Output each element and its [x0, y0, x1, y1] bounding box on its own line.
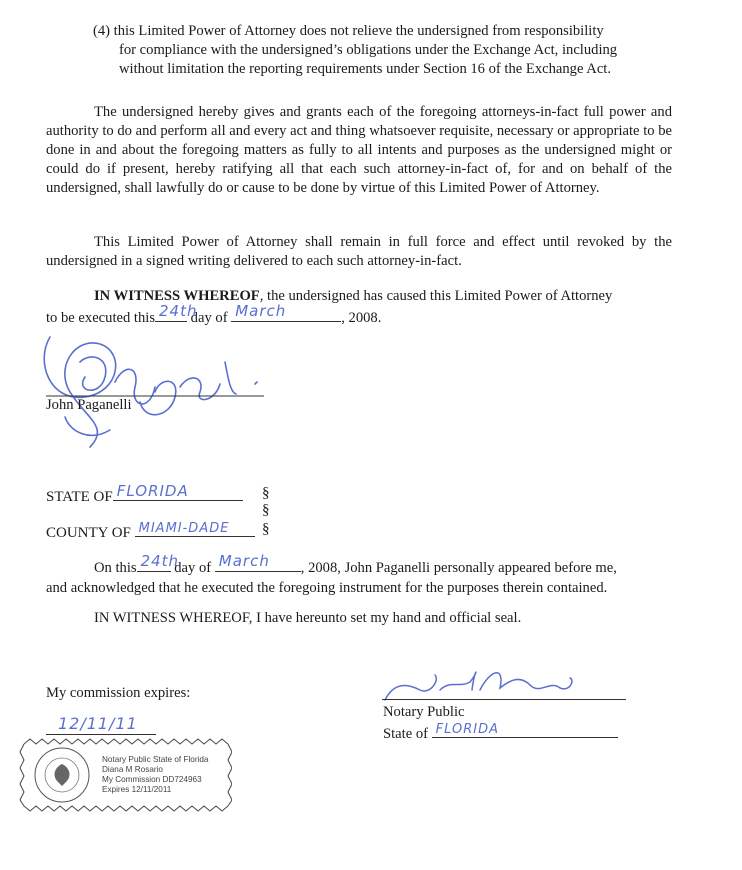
- ack-month-handwritten: March: [218, 552, 270, 570]
- notary-state-label: State of: [383, 726, 428, 742]
- witness-month-handwritten: March: [235, 302, 287, 320]
- clause-4-line-3: without limitation the reporting requirements under Section 16 of the Exchange Act.: [119, 61, 612, 77]
- notary-state-field: [432, 722, 618, 738]
- ack-part-a: On this: [94, 560, 137, 576]
- section-mark-3: §: [262, 521, 270, 537]
- state-label: STATE OF: [46, 489, 113, 505]
- seal-line-3: My Commission DD724963: [102, 775, 202, 784]
- commission-field: [46, 712, 156, 735]
- grant-paragraph: The undersigned hereby gives and grants each of the foregoing attorneys-in-fact full power and authority to do and perform all and every act and thing whatsoever requisite, necessary or appropriate to be done in and about the foregoing matters as fully to all intents and purposes as the undersigned might or could do if present, hereby ratifying all that each such attorney-in-fact of, for and on behalf of the undersigned, shall lawfully do or cause to be done by virtue of this Limited Power of Attorney.: [46, 104, 672, 196]
- county-handwritten: MIAMI-DADE: [138, 521, 230, 536]
- notary-state-handwritten: FLORIDA: [435, 722, 499, 737]
- notary-state-line: [383, 722, 618, 743]
- notary-witness-line: IN WITNESS WHEREOF, I have hereunto set my hand and official seal.: [94, 610, 522, 626]
- signature-john-paganelli: [30, 322, 280, 457]
- witness-line-1: , the undersigned has caused this Limited Power of Attorney: [259, 288, 613, 304]
- clause-4-line-1: (4) this Limited Power of Attorney does not relieve the undersigned from responsibility: [93, 23, 604, 39]
- county-label: COUNTY OF: [46, 525, 131, 541]
- ack-line-2: and acknowledged that he executed the foregoing instrument for the purposes therein contained.: [46, 580, 608, 596]
- witness-day-field: [155, 302, 198, 322]
- notary-seal-stamp: [18, 738, 232, 812]
- duration-paragraph: This Limited Power of Attorney shall remain in full force and effect until revoked by the undersigned in a signed writing delivered to each such attorney-in-fact.: [46, 234, 672, 269]
- acknowledgment: [46, 552, 686, 598]
- clause-4-line-2: for compliance with the undersigned’s obligations under the Exchange Act, including: [119, 42, 618, 58]
- notary-signature-line: [382, 699, 626, 700]
- ack-part-b: day of: [174, 560, 212, 576]
- notary-title: Notary Public: [383, 704, 465, 720]
- witness-month-field: [231, 302, 341, 322]
- section-mark-1: §: [262, 485, 270, 501]
- section-mark-2: §: [262, 502, 270, 518]
- seal-line-2: Diana M Rosario: [102, 765, 163, 774]
- signer-name: John Paganelli: [46, 397, 132, 413]
- seal-line-4: Expires 12/11/2011: [102, 785, 172, 794]
- commission-date-handwritten: 12/11/11: [58, 714, 138, 733]
- witness-line-2-b: day of: [190, 310, 228, 326]
- seal-line-1: Notary Public State of Florida: [102, 755, 209, 764]
- ack-month-field: [215, 552, 301, 572]
- commission-label: My commission expires:: [46, 685, 191, 701]
- state-handwritten: FLORIDA: [116, 482, 189, 500]
- county-line: [46, 521, 255, 542]
- ack-day-handwritten: 24th: [140, 552, 180, 570]
- witness-day-handwritten: 24th: [159, 302, 198, 320]
- county-field: [135, 521, 255, 537]
- state-line: [46, 482, 243, 506]
- ack-day-field: [137, 552, 180, 572]
- witness-bold-lead: IN WITNESS WHEREOF: [94, 288, 260, 304]
- witness-line-2-c: , 2008.: [341, 310, 382, 326]
- seal-text: [102, 755, 209, 795]
- witness-line-2-a: to be executed this: [46, 310, 156, 326]
- ack-part-c: , 2008, John Paganelli personally appeared before me,: [300, 560, 617, 576]
- state-field: [113, 482, 243, 501]
- clause-4: [93, 22, 673, 79]
